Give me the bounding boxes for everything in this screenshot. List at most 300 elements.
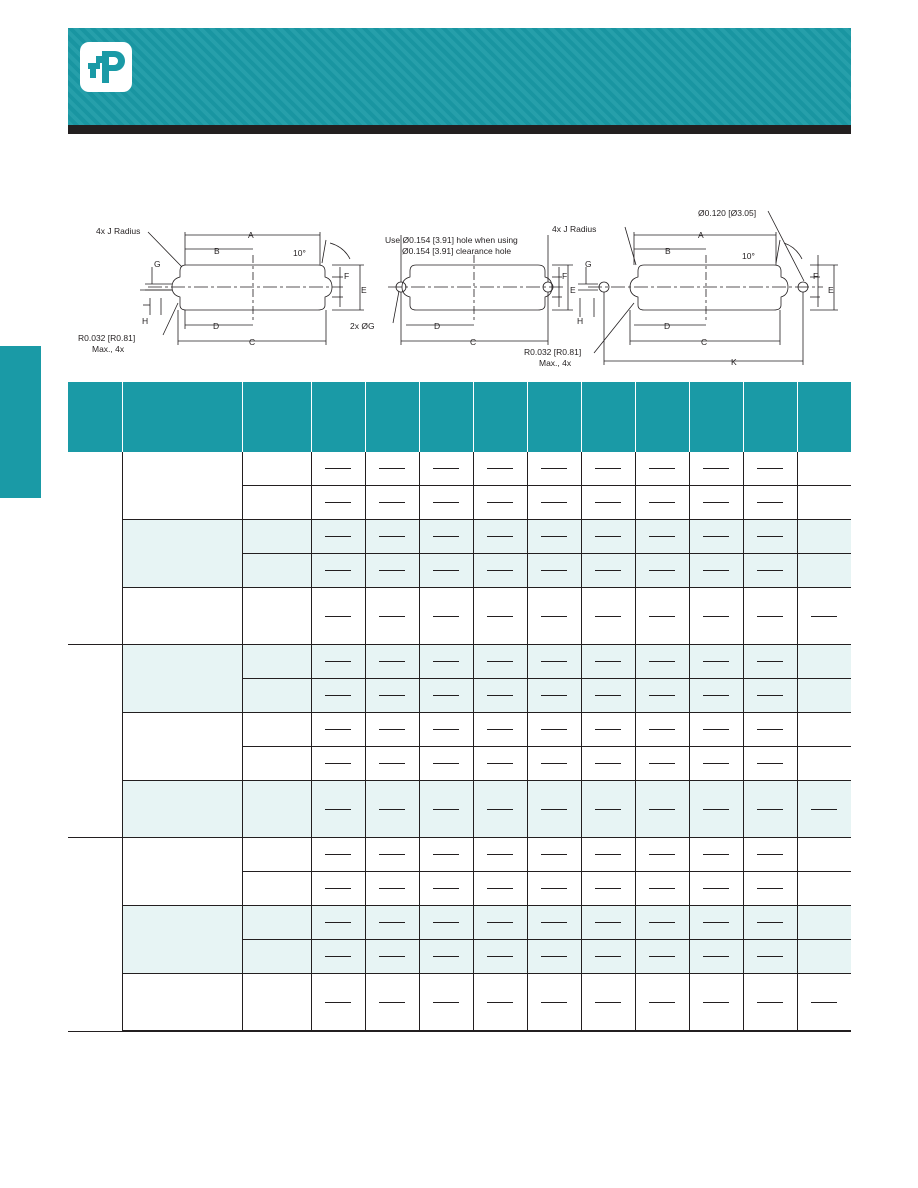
- dimension-cell: [473, 872, 527, 906]
- value-line: [487, 922, 513, 923]
- dimension-cell: [635, 679, 689, 713]
- dimension-cell: [743, 679, 797, 713]
- dimension-cell: [311, 554, 365, 588]
- dimension-cell: [527, 645, 581, 679]
- dimension-cell: [797, 838, 851, 872]
- dimension-cell: [365, 781, 419, 838]
- value-line: [811, 616, 837, 617]
- value-line: [703, 1002, 729, 1003]
- value-line: [379, 956, 405, 957]
- dimension-cell: [311, 486, 365, 520]
- value-line: [541, 888, 567, 889]
- right-dim-g: G: [585, 259, 592, 269]
- dimension-cell: [743, 554, 797, 588]
- value-line: [703, 468, 729, 469]
- pp-logo-icon: [80, 42, 132, 92]
- middle-note-line-2: Ø0.154 [3.91] clearance hole: [402, 246, 512, 256]
- dimension-cell: [473, 713, 527, 747]
- dimension-cell: [311, 713, 365, 747]
- value-line: [379, 854, 405, 855]
- value-line: [325, 570, 351, 571]
- dimension-cell: [419, 940, 473, 974]
- value-line: [325, 763, 351, 764]
- value-line: [703, 809, 729, 810]
- dimension-cell: [797, 872, 851, 906]
- value-line: [433, 922, 459, 923]
- value-line: [433, 809, 459, 810]
- series-cell: [68, 645, 122, 838]
- dimension-cell: [581, 781, 635, 838]
- dimension-cell: [635, 940, 689, 974]
- value-line: [757, 729, 783, 730]
- value-line: [487, 536, 513, 537]
- value-line: [703, 922, 729, 923]
- value-line: [433, 763, 459, 764]
- part-number-cell: [242, 588, 311, 645]
- dimension-cell: [311, 679, 365, 713]
- value-line: [325, 809, 351, 810]
- dimension-cell: [311, 872, 365, 906]
- value-line: [541, 1002, 567, 1003]
- dimension-cell: [797, 781, 851, 838]
- dimension-cell: [419, 520, 473, 554]
- right-dim-c: C: [701, 337, 708, 347]
- value-line: [595, 502, 621, 503]
- right-angle: 10°: [742, 251, 755, 261]
- dimension-cell: [365, 747, 419, 781]
- dimension-cell: [581, 974, 635, 1032]
- dimension-cell: [365, 974, 419, 1032]
- value-line: [541, 536, 567, 537]
- dimension-cell: [797, 452, 851, 486]
- dimension-cell: [527, 713, 581, 747]
- dimension-cell: [689, 452, 743, 486]
- dimension-cell: [797, 679, 851, 713]
- value-line: [433, 616, 459, 617]
- value-line: [541, 956, 567, 957]
- right-dim-h: H: [577, 316, 584, 326]
- value-line: [757, 468, 783, 469]
- value-line: [595, 570, 621, 571]
- middle-dim-e: E: [570, 285, 576, 295]
- value-line: [757, 763, 783, 764]
- dimension-cell: [311, 747, 365, 781]
- value-line: [649, 616, 675, 617]
- value-line: [595, 809, 621, 810]
- value-line: [379, 695, 405, 696]
- value-line: [541, 729, 567, 730]
- header-cell: [68, 382, 122, 452]
- value-line: [325, 536, 351, 537]
- table-row: [68, 906, 851, 940]
- value-line: [325, 922, 351, 923]
- value-line: [649, 729, 675, 730]
- dimension-cell: [473, 940, 527, 974]
- value-line: [433, 502, 459, 503]
- dimension-cell: [581, 520, 635, 554]
- dimension-cell: [473, 781, 527, 838]
- value-line: [487, 809, 513, 810]
- value-line: [379, 809, 405, 810]
- dimension-cell: [635, 781, 689, 838]
- left-dim-c: C: [249, 337, 256, 347]
- description-cell: [122, 781, 242, 838]
- dimension-cell: [527, 838, 581, 872]
- value-line: [649, 854, 675, 855]
- middle-drawing-labels: [350, 235, 576, 347]
- value-line: [703, 888, 729, 889]
- description-cell: [122, 974, 242, 1032]
- value-line: [487, 616, 513, 617]
- dimension-cell: [797, 520, 851, 554]
- dimension-cell: [581, 747, 635, 781]
- header-cell: [311, 382, 365, 452]
- dimension-cell: [527, 872, 581, 906]
- value-line: [541, 468, 567, 469]
- value-line: [379, 661, 405, 662]
- value-line: [487, 661, 513, 662]
- dimension-cell: [797, 486, 851, 520]
- dimension-cell: [743, 452, 797, 486]
- header-cell: [365, 382, 419, 452]
- dimension-cell: [419, 974, 473, 1032]
- dimension-cell: [797, 554, 851, 588]
- dimension-cell: [419, 906, 473, 940]
- right-hole-label: Ø0.120 [Ø3.05]: [698, 208, 757, 218]
- dimension-cell: [419, 679, 473, 713]
- value-line: [379, 729, 405, 730]
- dimension-cell: [689, 713, 743, 747]
- dimension-cell: [689, 940, 743, 974]
- dimension-cell: [743, 520, 797, 554]
- dimensions-table: [68, 382, 851, 1032]
- dimension-cell: [311, 838, 365, 872]
- dimension-cell: [419, 747, 473, 781]
- value-line: [703, 695, 729, 696]
- value-line: [325, 888, 351, 889]
- dimension-cell: [527, 452, 581, 486]
- part-number-cell: [242, 872, 311, 906]
- value-line: [757, 695, 783, 696]
- value-line: [325, 502, 351, 503]
- dimension-cell: [419, 554, 473, 588]
- description-cell: [122, 588, 242, 645]
- connector-outline-drawings: [68, 195, 851, 375]
- middle-dim-d: D: [434, 321, 441, 331]
- value-line: [487, 1002, 513, 1003]
- dimension-cell: [527, 940, 581, 974]
- left-dim-b: B: [214, 246, 220, 256]
- dimension-cell: [689, 679, 743, 713]
- dimension-cell: [581, 713, 635, 747]
- header-cell: [743, 382, 797, 452]
- dimension-cell: [743, 906, 797, 940]
- value-line: [703, 502, 729, 503]
- value-line: [541, 695, 567, 696]
- dimension-cell: [473, 679, 527, 713]
- dimension-cell: [743, 747, 797, 781]
- header-cell: [419, 382, 473, 452]
- value-line: [595, 956, 621, 957]
- right-radius-label: 4x J Radius: [552, 224, 597, 234]
- description-cell: [122, 906, 242, 974]
- table-row: [68, 974, 851, 1032]
- dimension-cell: [311, 974, 365, 1032]
- dimension-cell: [689, 906, 743, 940]
- value-line: [703, 729, 729, 730]
- right-dim-d: D: [664, 321, 671, 331]
- dimension-cell: [635, 452, 689, 486]
- value-line: [487, 570, 513, 571]
- value-line: [541, 570, 567, 571]
- dimension-cell: [473, 452, 527, 486]
- dimension-cell: [527, 588, 581, 645]
- value-line: [811, 1002, 837, 1003]
- value-line: [379, 763, 405, 764]
- dimension-cell: [527, 520, 581, 554]
- dimension-cell: [473, 747, 527, 781]
- part-number-cell: [242, 520, 311, 554]
- part-number-cell: [242, 974, 311, 1032]
- right-dim-f: F: [813, 271, 819, 281]
- value-line: [703, 661, 729, 662]
- value-line: [433, 661, 459, 662]
- value-line: [433, 468, 459, 469]
- dimension-cell: [689, 872, 743, 906]
- dimension-cell: [689, 554, 743, 588]
- right-dim-b: B: [665, 246, 671, 256]
- value-line: [757, 570, 783, 571]
- dimension-cell: [743, 940, 797, 974]
- value-line: [379, 616, 405, 617]
- left-radius-max-1: R0.032 [R0.81]: [78, 333, 136, 343]
- left-dim-d: D: [213, 321, 220, 331]
- header-cell: [797, 382, 851, 452]
- dimension-cell: [797, 645, 851, 679]
- header-rule: [68, 125, 851, 134]
- value-line: [595, 536, 621, 537]
- dimension-cell: [743, 781, 797, 838]
- middle-note-line-1: Use Ø0.154 [3.91] hole when using: [385, 235, 518, 245]
- dimension-cell: [635, 906, 689, 940]
- value-line: [325, 661, 351, 662]
- dimension-cell: [743, 486, 797, 520]
- dimension-cell: [635, 747, 689, 781]
- part-number-cell: [242, 486, 311, 520]
- right-dim-a: A: [698, 230, 704, 240]
- value-line: [487, 956, 513, 957]
- left-angle: 10°: [293, 248, 306, 258]
- header-cell: [242, 382, 311, 452]
- dimension-cell: [689, 838, 743, 872]
- dimension-cell: [581, 554, 635, 588]
- value-line: [433, 956, 459, 957]
- dimension-cell: [581, 645, 635, 679]
- table-row: [68, 713, 851, 747]
- dimension-cell: [581, 906, 635, 940]
- dimension-cell: [635, 554, 689, 588]
- dimension-cell: [743, 645, 797, 679]
- value-line: [703, 763, 729, 764]
- part-number-cell: [242, 679, 311, 713]
- value-line: [757, 536, 783, 537]
- value-line: [433, 536, 459, 537]
- dimension-cell: [365, 838, 419, 872]
- value-line: [757, 502, 783, 503]
- value-line: [379, 888, 405, 889]
- value-line: [487, 854, 513, 855]
- section-tab: [0, 346, 41, 498]
- value-line: [433, 1002, 459, 1003]
- dimension-cell: [311, 520, 365, 554]
- dimension-cell: [743, 974, 797, 1032]
- left-dim-g: G: [154, 259, 161, 269]
- left-dim-a: A: [248, 230, 254, 240]
- dimension-cell: [365, 486, 419, 520]
- part-number-cell: [242, 906, 311, 940]
- part-number-cell: [242, 452, 311, 486]
- dimension-cell: [311, 906, 365, 940]
- table-row: [68, 645, 851, 679]
- table-row: [68, 781, 851, 838]
- right-dim-e: E: [828, 285, 834, 295]
- value-line: [595, 763, 621, 764]
- dimension-cell: [635, 713, 689, 747]
- part-number-cell: [242, 747, 311, 781]
- header-cell: [581, 382, 635, 452]
- header-cell: [122, 382, 242, 452]
- value-line: [703, 956, 729, 957]
- dimension-cell: [581, 940, 635, 974]
- table-row: [68, 452, 851, 486]
- dimension-cell: [311, 645, 365, 679]
- value-line: [325, 695, 351, 696]
- dimension-cell: [419, 713, 473, 747]
- dimension-cell: [365, 872, 419, 906]
- value-line: [649, 570, 675, 571]
- value-line: [757, 616, 783, 617]
- dimension-cell: [797, 588, 851, 645]
- dimension-cell: [473, 486, 527, 520]
- value-line: [487, 888, 513, 889]
- dimension-cell: [365, 554, 419, 588]
- dimension-cell: [311, 940, 365, 974]
- value-line: [379, 502, 405, 503]
- left-radius-label: 4x J Radius: [96, 226, 141, 236]
- value-line: [757, 661, 783, 662]
- part-number-cell: [242, 781, 311, 838]
- value-line: [595, 616, 621, 617]
- dimension-cell: [797, 713, 851, 747]
- value-line: [595, 661, 621, 662]
- dimension-cell: [689, 974, 743, 1032]
- value-line: [487, 763, 513, 764]
- dimension-cell: [419, 645, 473, 679]
- part-number-cell: [242, 940, 311, 974]
- value-line: [379, 1002, 405, 1003]
- dimension-cell: [743, 588, 797, 645]
- left-drawing-labels: [78, 226, 367, 354]
- value-line: [325, 468, 351, 469]
- dimension-cell: [473, 520, 527, 554]
- dimension-cell: [419, 486, 473, 520]
- value-line: [379, 536, 405, 537]
- dimension-cell: [635, 520, 689, 554]
- value-line: [487, 729, 513, 730]
- description-cell: [122, 838, 242, 906]
- value-line: [433, 888, 459, 889]
- value-line: [757, 809, 783, 810]
- right-radius-max-2: Max., 4x: [539, 358, 572, 368]
- dimension-cell: [581, 679, 635, 713]
- dimension-cell: [527, 554, 581, 588]
- value-line: [487, 468, 513, 469]
- dimension-cell: [581, 838, 635, 872]
- value-line: [703, 616, 729, 617]
- value-line: [757, 922, 783, 923]
- dimension-cell: [527, 974, 581, 1032]
- dimension-cell: [365, 520, 419, 554]
- value-line: [325, 1002, 351, 1003]
- dimension-cell: [635, 838, 689, 872]
- value-line: [541, 922, 567, 923]
- value-line: [757, 956, 783, 957]
- description-cell: [122, 713, 242, 781]
- dimension-cell: [743, 713, 797, 747]
- table-row: [68, 588, 851, 645]
- dimension-cell: [527, 781, 581, 838]
- dimension-cell: [635, 872, 689, 906]
- value-line: [433, 854, 459, 855]
- value-line: [325, 854, 351, 855]
- dimension-cell: [365, 940, 419, 974]
- dimension-cell: [689, 588, 743, 645]
- series-cell: [68, 452, 122, 645]
- value-line: [379, 922, 405, 923]
- header-cell: [473, 382, 527, 452]
- value-line: [433, 570, 459, 571]
- dimension-cell: [527, 906, 581, 940]
- dimension-cell: [689, 645, 743, 679]
- table-row: [68, 520, 851, 554]
- dimension-cell: [743, 872, 797, 906]
- value-line: [595, 854, 621, 855]
- value-line: [487, 695, 513, 696]
- dimension-cell: [527, 679, 581, 713]
- value-line: [649, 661, 675, 662]
- dimension-cell: [635, 645, 689, 679]
- dimension-cell: [689, 747, 743, 781]
- value-line: [757, 1002, 783, 1003]
- dimension-cell: [689, 520, 743, 554]
- value-line: [649, 1002, 675, 1003]
- header-cell: [527, 382, 581, 452]
- value-line: [487, 502, 513, 503]
- value-line: [703, 570, 729, 571]
- right-radius-max-1: R0.032 [R0.81]: [524, 347, 582, 357]
- table-body: [68, 452, 851, 1031]
- part-number-cell: [242, 554, 311, 588]
- value-line: [541, 502, 567, 503]
- dimension-cell: [365, 645, 419, 679]
- value-line: [325, 729, 351, 730]
- part-number-cell: [242, 713, 311, 747]
- dimension-cell: [311, 781, 365, 838]
- dimension-cell: [473, 838, 527, 872]
- value-line: [703, 854, 729, 855]
- dimension-cell: [419, 838, 473, 872]
- value-line: [541, 809, 567, 810]
